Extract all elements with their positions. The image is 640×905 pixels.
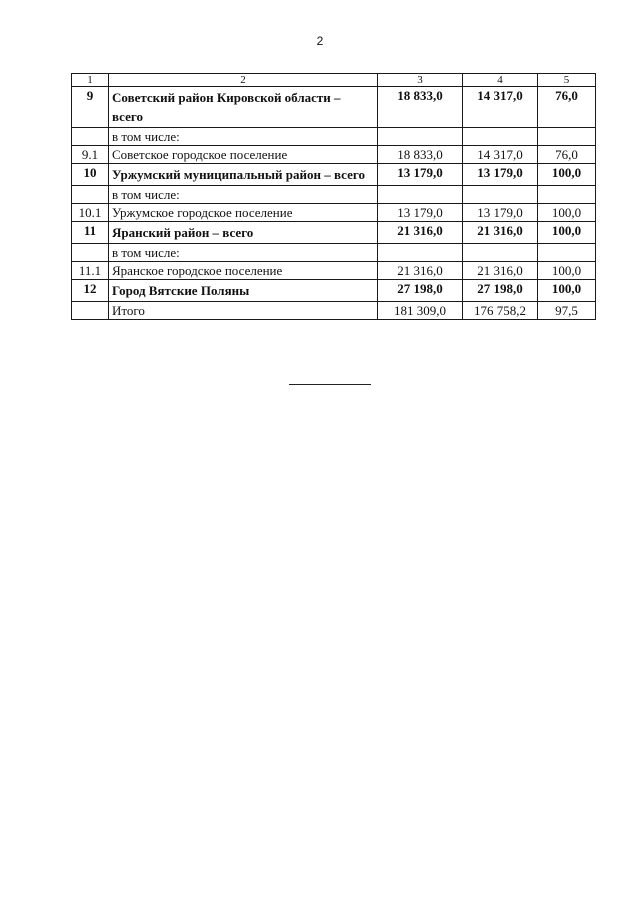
table-row [72,87,596,128]
row-value-3: 21 316,0 [378,262,463,280]
header-cell-3: 3 [378,74,463,87]
row-number [72,186,109,204]
row-number [72,302,109,320]
row-value-3 [378,186,463,204]
row-value-3: 18 833,0 [378,146,463,164]
row-number: 9.1 [72,146,109,164]
row-value-4: 14 317,0 [463,87,538,128]
row-value-3: 13 179,0 [378,204,463,222]
table-row [72,186,596,204]
row-value-4: 13 179,0 [463,164,538,186]
row-name: Яранский район – всего [109,222,378,244]
row-value-5 [538,244,596,262]
row-name: Советский район Кировской области – всего [109,87,378,128]
table-header-row [72,74,596,87]
row-number: 10 [72,164,109,186]
table-row [72,262,596,280]
row-name: Итого [109,302,378,320]
table-row [72,244,596,262]
row-number: 11 [72,222,109,244]
row-value-3: 13 179,0 [378,164,463,186]
row-number: 9 [72,87,109,128]
row-number: 12 [72,280,109,302]
row-value-3 [378,128,463,146]
row-value-3: 27 198,0 [378,280,463,302]
row-value-5: 76,0 [538,87,596,128]
row-name: в том числе: [109,186,378,204]
row-name: Город Вятские Поляны [109,280,378,302]
row-value-4 [463,186,538,204]
row-name: в том числе: [109,128,378,146]
row-value-5: 100,0 [538,164,596,186]
page-number: 2 [316,34,324,48]
row-value-5: 100,0 [538,222,596,244]
header-cell-1: 1 [72,74,109,87]
table-row [72,164,596,186]
row-name: Уржумское городское поселение [109,204,378,222]
row-value-4: 21 316,0 [463,262,538,280]
row-name: Яранское городское поселение [109,262,378,280]
row-value-4: 13 179,0 [463,204,538,222]
row-name: Советское городское поселение [109,146,378,164]
row-value-5: 100,0 [538,262,596,280]
row-value-3: 181 309,0 [378,302,463,320]
closing-divider [289,384,371,385]
row-value-4: 14 317,0 [463,146,538,164]
row-name: Уржумский муниципальный район – всего [109,164,378,186]
row-value-5: 76,0 [538,146,596,164]
table-row [72,146,596,164]
header-cell-4: 4 [463,74,538,87]
header-cell-2: 2 [109,74,378,87]
row-value-5 [538,128,596,146]
row-number [72,244,109,262]
row-value-3 [378,244,463,262]
row-number: 10.1 [72,204,109,222]
data-table [71,73,596,320]
row-value-4 [463,244,538,262]
row-value-3: 21 316,0 [378,222,463,244]
row-value-4 [463,128,538,146]
row-value-4: 27 198,0 [463,280,538,302]
row-value-3: 18 833,0 [378,87,463,128]
table-row-total [72,302,596,320]
row-number: 11.1 [72,262,109,280]
row-value-5: 100,0 [538,280,596,302]
header-cell-5: 5 [538,74,596,87]
table-row [72,280,596,302]
row-value-5: 97,5 [538,302,596,320]
table-row [72,204,596,222]
row-value-4: 21 316,0 [463,222,538,244]
row-value-4: 176 758,2 [463,302,538,320]
row-number [72,128,109,146]
table-row [72,128,596,146]
row-value-5 [538,186,596,204]
row-value-5: 100,0 [538,204,596,222]
table-row [72,222,596,244]
row-name: в том числе: [109,244,378,262]
